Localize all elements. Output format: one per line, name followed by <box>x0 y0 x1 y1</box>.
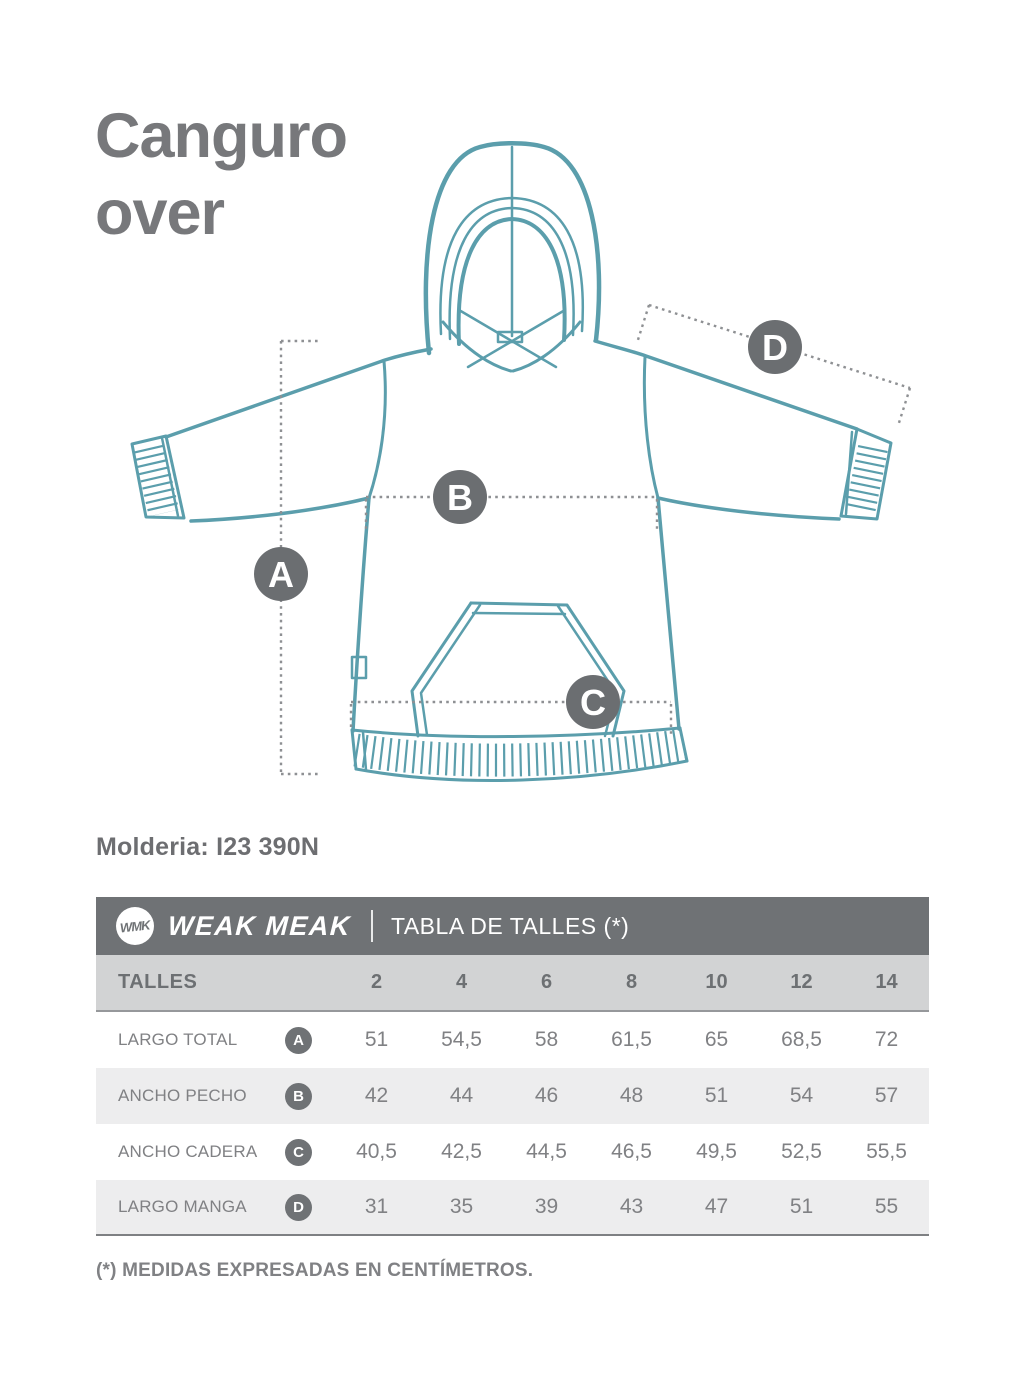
size-column-header: 10 <box>705 971 728 993</box>
table-row-largo-total <box>96 1012 929 1068</box>
page-title-line1: Canguro <box>95 101 347 171</box>
units-footnote: (*) MEDIDAS EXPRESADAS EN CENTÍMETROS. <box>96 1260 534 1281</box>
row-marker-a: A <box>285 1027 312 1054</box>
brand-logo-icon <box>116 907 154 945</box>
marker-a-letter: A <box>268 554 294 595</box>
table-header-bar <box>96 897 929 955</box>
table-row-ancho-cadera <box>96 1124 929 1180</box>
sizes-header-label: TALLES <box>118 971 198 993</box>
brand-monogram: WMK <box>119 916 151 936</box>
left-cuff <box>132 436 184 518</box>
measure-value: 58 <box>534 1028 559 1051</box>
page-title <box>95 98 347 252</box>
marker-b-letter: B <box>447 477 473 518</box>
measure-value: 68,5 <box>781 1028 822 1051</box>
measure-value: 51 <box>364 1028 389 1051</box>
measure-value: 51 <box>704 1084 729 1107</box>
measure-value: 52,5 <box>781 1140 822 1163</box>
sleeves <box>166 341 857 521</box>
row-label-cell <box>96 1180 334 1234</box>
row-label: LARGO MANGA <box>118 1197 247 1216</box>
measure-value: 54 <box>789 1084 814 1107</box>
size-column-header: 12 <box>790 971 813 993</box>
right-cuff <box>841 429 891 519</box>
pattern-reference: Molderia: I23 390N <box>96 833 320 861</box>
size-column-header: 4 <box>455 971 468 993</box>
measure-line-b <box>366 497 657 529</box>
sizes-header-label-cell <box>96 955 334 1010</box>
row-marker-c: C <box>285 1139 312 1166</box>
size-column-header: 8 <box>625 971 638 993</box>
brand-name: WEAK MEAK <box>167 910 352 941</box>
hood <box>426 143 599 371</box>
table-row-ancho-pecho <box>96 1068 929 1124</box>
marker-d-letter: D <box>762 327 788 368</box>
measure-value: 72 <box>874 1028 899 1051</box>
measure-value: 47 <box>704 1195 729 1218</box>
side-tag <box>352 657 366 678</box>
row-label: LARGO TOTAL <box>118 1030 238 1049</box>
measure-value: 31 <box>364 1195 389 1218</box>
measure-value: 65 <box>704 1028 729 1051</box>
header-divider <box>371 910 373 942</box>
page-title-line2: over <box>95 178 225 248</box>
measure-value: 42,5 <box>441 1140 482 1163</box>
size-column-header: 14 <box>875 971 898 993</box>
marker-d <box>748 320 802 374</box>
measure-value: 44,5 <box>526 1140 567 1163</box>
measure-value: 57 <box>874 1084 899 1107</box>
measure-value: 39 <box>534 1195 559 1218</box>
measure-value: 35 <box>449 1195 474 1218</box>
row-label-cell <box>96 1012 334 1068</box>
marker-a <box>254 547 308 601</box>
row-label: ANCHO CADERA <box>118 1142 258 1161</box>
marker-c <box>566 675 620 729</box>
measure-value: 43 <box>619 1195 644 1218</box>
measure-value: 46,5 <box>611 1140 652 1163</box>
row-marker-d: D <box>285 1194 312 1221</box>
marker-c-letter: C <box>580 682 606 723</box>
measure-value: 44 <box>449 1084 474 1107</box>
marker-b <box>433 470 487 524</box>
row-marker-b: B <box>285 1083 312 1110</box>
row-label-cell <box>96 1124 334 1180</box>
measure-value: 48 <box>619 1084 644 1107</box>
measure-value: 40,5 <box>356 1140 397 1163</box>
measure-value: 55,5 <box>866 1140 907 1163</box>
measure-value: 54,5 <box>441 1028 482 1051</box>
measure-value: 61,5 <box>611 1028 652 1051</box>
table-row-largo-manga <box>96 1180 929 1236</box>
hem-band <box>352 728 687 780</box>
table-title: TABLA DE TALLES (*) <box>391 912 630 939</box>
measure-value: 51 <box>789 1195 814 1218</box>
measure-value: 46 <box>534 1084 559 1107</box>
measure-value: 42 <box>364 1084 389 1107</box>
row-label-cell <box>96 1068 334 1124</box>
size-column-header: 2 <box>370 971 383 993</box>
sizes-header-row <box>96 955 929 1012</box>
measure-value: 49,5 <box>696 1140 737 1163</box>
row-label: ANCHO PECHO <box>118 1086 247 1105</box>
measure-value: 55 <box>874 1195 899 1218</box>
size-table <box>96 897 929 1236</box>
size-column-header: 6 <box>540 971 553 993</box>
measure-line-c <box>351 702 671 735</box>
